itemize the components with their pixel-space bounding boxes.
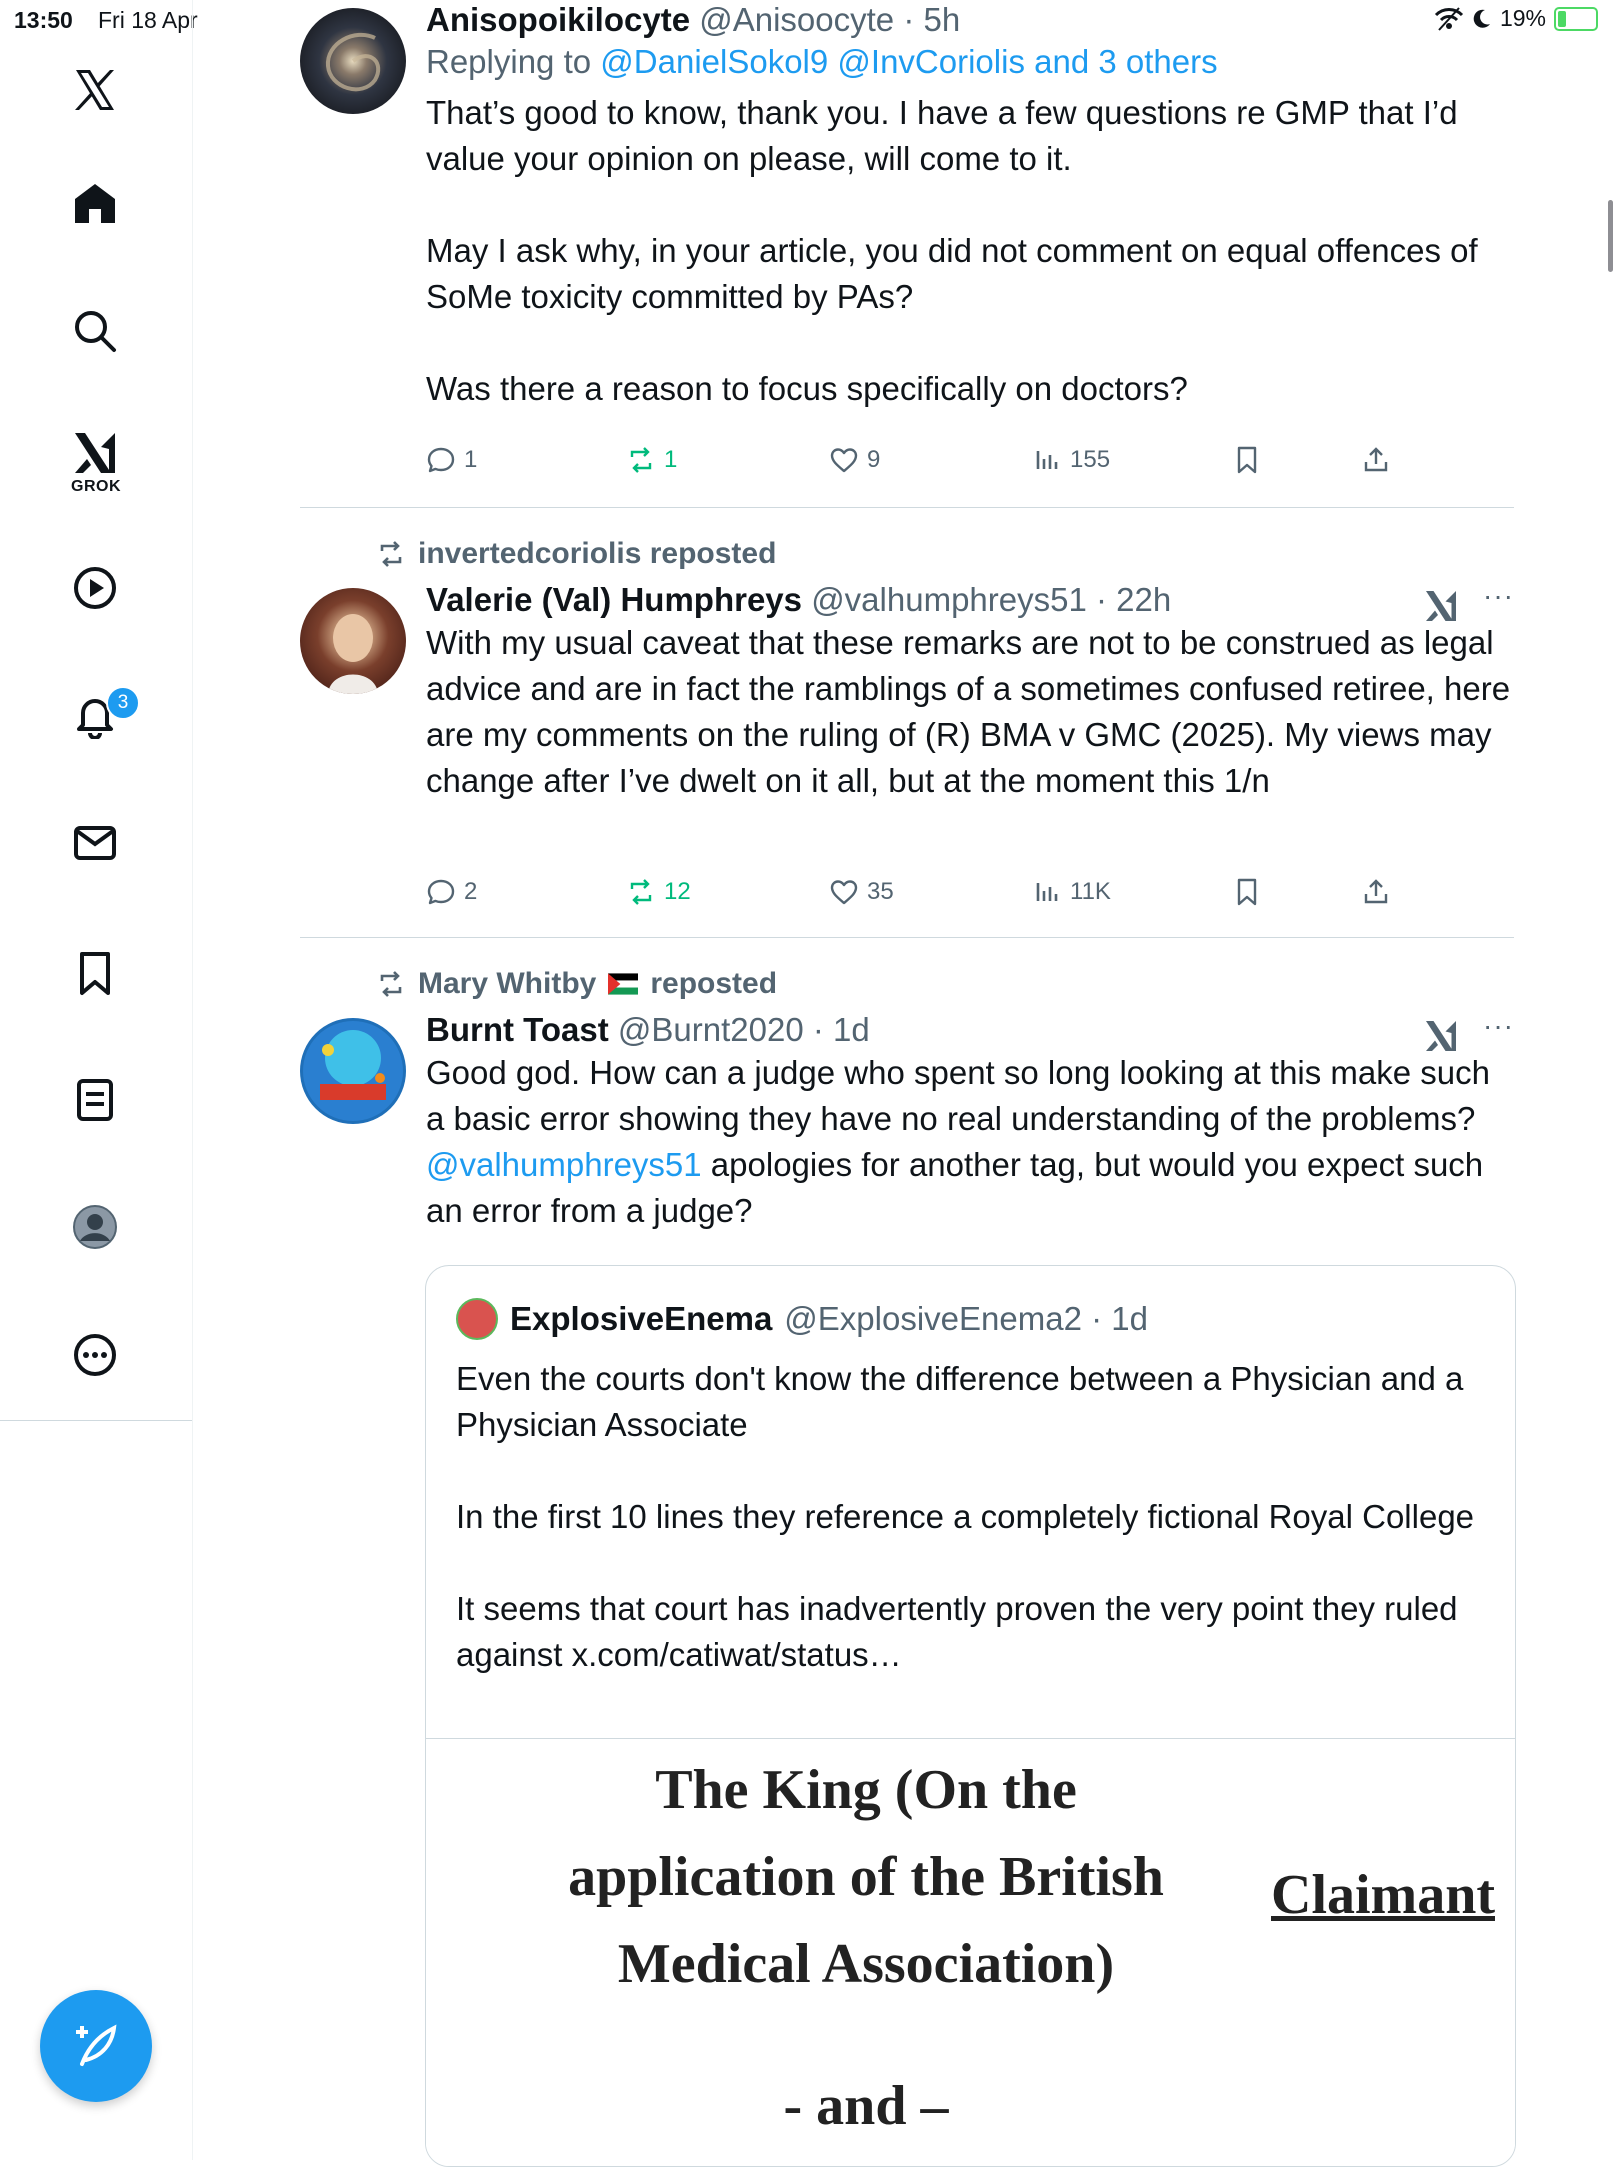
tweet-actions xyxy=(426,445,1514,485)
document-title: The King (On the application of the British Medical Association) xyxy=(568,1759,1164,1995)
like-count: 35 xyxy=(867,878,894,905)
display-name[interactable]: Burnt Toast xyxy=(426,1011,609,1048)
views-icon xyxy=(1032,877,1062,907)
reposted-suffix: reposted xyxy=(650,967,778,1000)
battery-percent: 19% xyxy=(1499,5,1546,31)
handle[interactable]: @Burnt2020 xyxy=(617,1011,804,1048)
status-time: 13:50 xyxy=(14,7,73,33)
repost-icon xyxy=(376,969,406,999)
reply-count: 1 xyxy=(464,446,478,473)
battery-level xyxy=(1558,11,1566,27)
tweet-header: Anisopoikilocyte @Anisoocyte · 5h xyxy=(426,1,961,38)
like-button[interactable] xyxy=(829,877,894,907)
reposted-by: invertedcoriolis reposted xyxy=(418,537,777,570)
replying-to-links[interactable]: @DanielSokol9 @InvCoriolis and 3 others xyxy=(600,43,1218,80)
repost-button[interactable] xyxy=(626,445,677,475)
repost-button[interactable] xyxy=(626,877,691,907)
bookmark-icon xyxy=(1232,445,1262,475)
quoted-display-name[interactable]: ExplosiveEnema xyxy=(510,1300,773,1337)
views-icon xyxy=(1032,445,1062,475)
repost-indicator[interactable] xyxy=(376,537,776,571)
tweet-header: Valerie (Val) Humphreys @valhumphreys51 · 22h xyxy=(426,581,1172,618)
tweet-body xyxy=(426,0,1514,412)
heart-icon xyxy=(829,445,859,475)
views-button[interactable] xyxy=(1032,877,1111,907)
tweet-body xyxy=(426,580,1514,804)
notification-badge: 3 xyxy=(106,686,140,720)
handle[interactable]: @Anisoocyte xyxy=(699,1,895,38)
tweet-header: Burnt Toast @Burnt2020 · 1d xyxy=(426,1011,870,1048)
sidebar-divider xyxy=(0,1420,192,1421)
repost-icon xyxy=(626,445,656,475)
galaxy-image xyxy=(300,8,406,114)
gmc-logo-image xyxy=(300,1018,406,1124)
document-claimant: Claimant xyxy=(1271,1864,1495,1926)
bookmark-icon xyxy=(1232,877,1262,907)
grok-icon[interactable] xyxy=(1423,588,1459,624)
document-and: - and – xyxy=(783,2075,949,2137)
grok-label: GROK xyxy=(71,478,121,495)
reply-icon xyxy=(426,877,456,907)
grok-icon[interactable] xyxy=(1423,1018,1459,1054)
portrait-image xyxy=(300,588,406,694)
reply-count: 2 xyxy=(464,878,478,905)
bookmark-icon[interactable] xyxy=(60,938,130,1008)
scrollbar[interactable] xyxy=(1608,200,1613,272)
share-button[interactable] xyxy=(1361,445,1391,475)
views-count: 11K xyxy=(1070,878,1111,905)
timestamp[interactable]: 22h xyxy=(1116,581,1172,618)
replying-label: Replying to xyxy=(426,43,592,80)
search-icon[interactable] xyxy=(60,296,130,366)
display-name[interactable]: Anisopoikilocyte xyxy=(426,1,691,38)
more-options-icon[interactable]: ··· xyxy=(1483,580,1514,611)
like-count: 9 xyxy=(867,446,881,473)
quoted-tweet-header: ExplosiveEnema @ExplosiveEnema2 · 1d xyxy=(456,1298,1148,1340)
tweet-text: That’s good to know, thank you. I have a few questions re GMP that I’d value your opinion on please, will come to it. May I ask why, in your article, you did not comment on equal offences of SoMe toxicity committed by PAs? Was there a reason to focus specifically on doctors? xyxy=(426,94,1478,407)
quoted-avatar[interactable] xyxy=(456,1298,498,1340)
tweet-body xyxy=(426,1010,1514,1234)
mention-link[interactable]: @valhumphreys51 xyxy=(426,1146,702,1183)
compose-icon xyxy=(68,2018,124,2074)
repost-count: 1 xyxy=(664,446,678,473)
share-button[interactable] xyxy=(1361,877,1391,907)
compose-button[interactable] xyxy=(40,1990,152,2102)
tweet-actions xyxy=(426,877,1514,917)
more-options-icon[interactable]: ··· xyxy=(1483,1010,1514,1041)
display-name[interactable]: Valerie (Val) Humphreys xyxy=(426,581,803,618)
bookmark-button[interactable] xyxy=(1232,877,1262,907)
avatar[interactable] xyxy=(300,588,406,694)
like-button[interactable] xyxy=(829,445,880,475)
heart-icon xyxy=(829,877,859,907)
tweet[interactable] xyxy=(300,0,1514,505)
tweet-divider xyxy=(300,937,1514,938)
repost-count: 12 xyxy=(664,878,691,905)
share-icon xyxy=(1361,445,1391,475)
profile-icon[interactable] xyxy=(60,1192,130,1262)
quoted-handle[interactable]: @ExplosiveEnema2 xyxy=(784,1300,1082,1337)
repost-icon xyxy=(626,877,656,907)
views-count: 155 xyxy=(1070,446,1111,473)
avatar[interactable] xyxy=(300,1018,406,1124)
tweet-text xyxy=(426,1050,1514,1234)
x-logo-icon[interactable] xyxy=(60,55,130,125)
quoted-document-image[interactable] xyxy=(426,1738,1515,2166)
tweet-divider xyxy=(300,507,1514,508)
views-button[interactable] xyxy=(1032,445,1110,475)
handle[interactable]: @valhumphreys51 xyxy=(811,581,1087,618)
bookmark-button[interactable] xyxy=(1232,445,1262,475)
reply-button[interactable] xyxy=(426,445,477,475)
sidebar xyxy=(0,0,193,2160)
timestamp[interactable]: 5h xyxy=(923,1,961,38)
repost-indicator[interactable] xyxy=(376,967,777,1001)
tweet-text-part: Good god. How can a judge who spent so long looking at this make such a basic error showing they have no real understanding of the problems? xyxy=(426,1054,1490,1137)
status-date: Fri 18 Apr xyxy=(98,7,198,33)
battery-icon xyxy=(1554,7,1598,31)
avatar[interactable] xyxy=(300,8,406,114)
reply-button[interactable] xyxy=(426,877,477,907)
video-icon[interactable] xyxy=(60,553,130,623)
more-icon[interactable] xyxy=(60,1320,130,1390)
quoted-tweet[interactable] xyxy=(425,1265,1516,2167)
mail-icon[interactable] xyxy=(60,808,130,878)
palestine-flag-icon xyxy=(608,969,638,999)
tweet-text: With my usual caveat that these remarks are not to be construed as legal advice and are in fact the ramblings of a sometimes confused retiree, here are my comments on the ruling of (R) BMA v GMC (2025). My views may change after I’ve dwelt on it all, but at the moment this 1/n xyxy=(426,624,1511,799)
tweet-text-part: apologies for another tag, but would you expect such an error from a judge? xyxy=(426,1146,1484,1229)
replying-to xyxy=(426,40,1514,84)
timestamp[interactable]: 1d xyxy=(833,1011,870,1048)
lists-icon[interactable] xyxy=(60,1065,130,1135)
reposted-by-name: Mary Whitby xyxy=(418,967,597,1000)
tweet[interactable] xyxy=(300,580,1514,935)
reply-icon xyxy=(426,445,456,475)
quoted-tweet-text: Even the courts don't know the difference between a Physician and a Physician Associate In the first 10 lines they reference a completely fictional Royal College It seems that court has inadvertently proven the very point they ruled against x.com/catiwat/status… xyxy=(456,1360,1475,1673)
home-icon[interactable] xyxy=(60,168,130,238)
share-icon xyxy=(1361,877,1391,907)
quoted-timestamp[interactable]: 1d xyxy=(1111,1300,1148,1337)
repost-icon xyxy=(376,539,406,569)
